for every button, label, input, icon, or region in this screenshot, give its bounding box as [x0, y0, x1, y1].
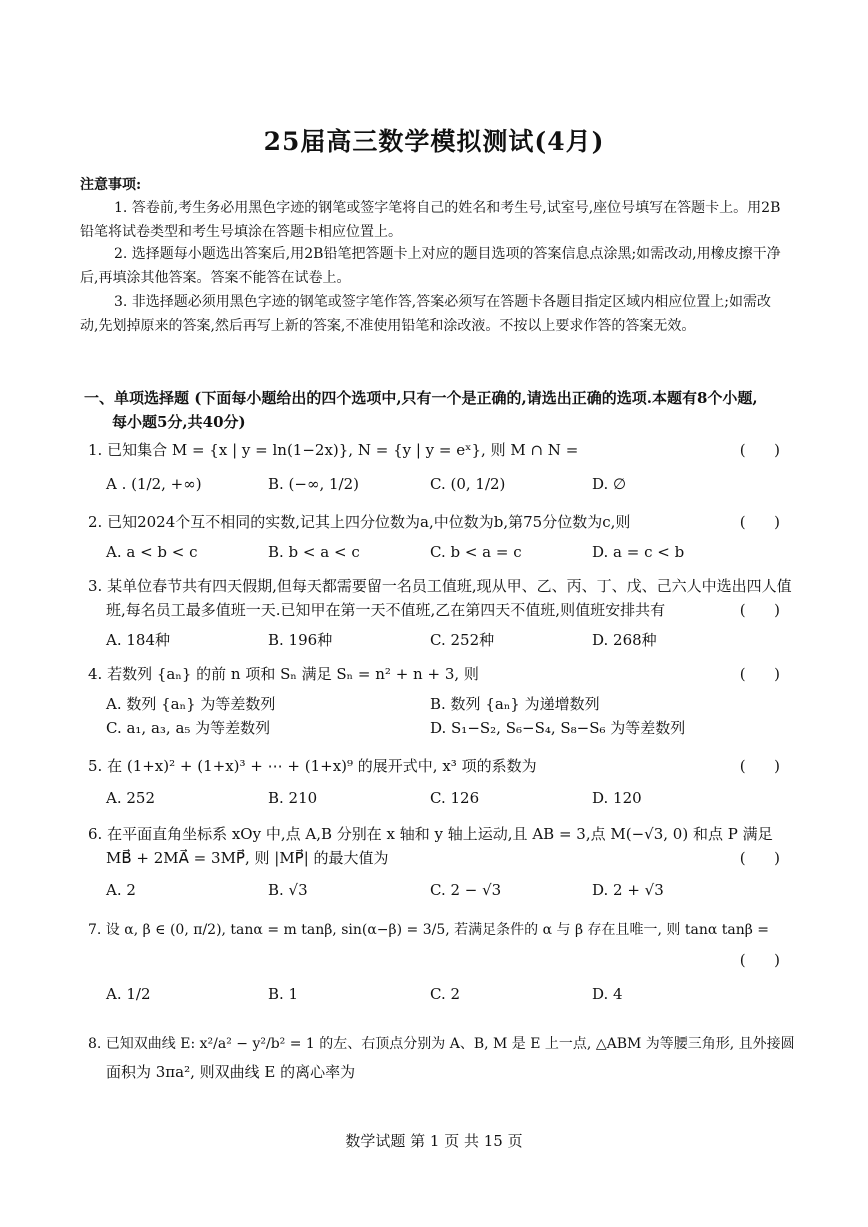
- notice-item-3: [80, 290, 784, 338]
- question-4-option-a: A. 数列 {aₙ} 为等差数列: [106, 695, 276, 713]
- question-5: [88, 754, 788, 807]
- question-4-option-c: C. a₁, a₃, a₅ 为等差数列: [106, 719, 271, 737]
- question-1-option-b: B. (−∞, 1/2): [268, 475, 360, 493]
- question-4-option-b: B. 数列 {aₙ} 为递增数列: [430, 695, 600, 713]
- question-2: [88, 510, 788, 561]
- notice-item-1: [80, 196, 784, 244]
- question-1-option-d: D. ∅: [592, 475, 627, 493]
- question-3-stem-line2: 班,每名员工最多值班一天.已知甲在第一天不值班,乙在第四天不值班,则值班安排共有: [106, 601, 666, 619]
- page-footer: 数学试题 第 1 页 共 15 页: [345, 1132, 523, 1150]
- notice-item-3-text: 3. 非选择题必须用黑色字迹的钢笔或签字笔作答,答案必须写在答题卡各题目指定区域内相应位置上;如需改动,先划掉原来的答案,然后再写上新的答案,不准使用铅笔和涂改液。不按以上要求作答的答案无效。: [80, 294, 771, 334]
- question-6-stem-line1: 6. 在平面直角坐标系 xOy 中,点 A,B 分别在 x 轴和 y 轴上运动,且 AB = 3,点 M(−√3, 0) 和点 P 满足: [88, 825, 773, 843]
- question-3-option-a: A. 184种: [106, 631, 170, 649]
- question-6-stem-line2: MB⃗ + 2MA⃗ = 3MP⃗, 则 |MP⃗| 的最大值为: [106, 849, 389, 867]
- question-7-option-d: D. 4: [592, 985, 623, 1003]
- question-8-stem-line1: 8. 已知双曲线 E: x²/a² − y²/b² = 1 的左、右顶点分别为 A、B, M 是 E 上一点, △ABM 为等腰三角形, 且外接圆: [88, 1036, 795, 1052]
- question-7-option-b: B. 1: [268, 985, 299, 1003]
- page-title: 25届高三数学模拟测试(4月): [263, 127, 605, 156]
- question-7-stem: 7. 设 α, β ∈ (0, π/2), tanα = m tanβ, sin(α−β) = 3/5, 若满足条件的 α 与 β 存在且唯一, 则 tanα tanβ =: [88, 922, 770, 938]
- question-6-option-b: B. √3: [268, 881, 308, 899]
- notice-item-2-text: 2. 选择题每小题选出答案后,用2B铅笔把答题卡上对应的题目选项的答案信息点涂黑;如需改动,用橡皮擦干净后,再填涂其他答案。答案不能答在试卷上。: [80, 246, 781, 286]
- question-7-option-a: A. 1/2: [106, 985, 151, 1003]
- question-4-stem: 4. 若数列 {aₙ} 的前 n 项和 Sₙ 满足 Sₙ = n² + n + 3, 则: [88, 665, 479, 683]
- question-3: [88, 574, 792, 649]
- question-8: [88, 1032, 795, 1084]
- question-5-option-c: C. 126: [430, 789, 480, 807]
- section-heading-line1: 一、单项选择题 (下面每小题给出的四个选项中,只有一个是正确的,请选出正确的选项.本题有8个小题,: [84, 389, 758, 407]
- answer-paren-5: ( ): [739, 757, 780, 775]
- question-6-option-a: A. 2: [106, 881, 136, 899]
- question-2-option-d: D. a = c < b: [592, 543, 685, 561]
- section-heading-line2: 每小题5分,共40分): [112, 413, 246, 431]
- question-4-option-d: D. S₁−S₂, S₆−S₄, S₈−S₆ 为等差数列: [430, 719, 686, 737]
- question-6: [88, 822, 788, 899]
- question-3-option-b: B. 196种: [268, 631, 333, 649]
- section-heading: [84, 386, 794, 434]
- question-2-option-c: C. b < a = c: [430, 543, 522, 561]
- question-6-option-d: D. 2 + √3: [592, 881, 664, 899]
- answer-paren-6: ( ): [739, 849, 780, 867]
- question-5-stem: 5. 在 (1+x)² + (1+x)³ + ⋯ + (1+x)⁹ 的展开式中, x³ 项的系数为: [88, 757, 537, 775]
- question-8-stem-line2: 面积为 3πa², 则双曲线 E 的离心率为: [106, 1063, 356, 1081]
- notice-item-2: [80, 242, 784, 290]
- question-4: [88, 662, 788, 737]
- question-5-option-b: B. 210: [268, 789, 318, 807]
- answer-paren-1: ( ): [739, 441, 780, 459]
- question-2-option-a: A. a < b < c: [106, 543, 198, 561]
- question-2-option-b: B. b < a < c: [268, 543, 360, 561]
- question-6-option-c: C. 2 − √3: [430, 881, 502, 899]
- question-5-option-d: D. 120: [592, 789, 642, 807]
- question-2-stem: 2. 已知2024个互不相同的实数,记其上四分位数为a,中位数为b,第75分位数为c,则: [88, 513, 631, 531]
- answer-paren-2: ( ): [739, 513, 780, 531]
- answer-paren-7: ( ): [739, 951, 780, 969]
- notice-item-1-text: 1. 答卷前,考生务必用黑色字迹的钢笔或签字笔将自己的姓名和考生号,试室号,座位号填写在答题卡上。用2B铅笔将试卷类型和考生号填涂在答题卡相应位置上。: [80, 200, 781, 240]
- question-3-option-d: D. 268种: [592, 631, 657, 649]
- question-5-option-a: A. 252: [106, 789, 155, 807]
- question-1-stem: 1. 已知集合 M = {x | y = ln(1−2x)}, N = {y | y = eˣ}, 则 M ∩ N =: [88, 441, 579, 459]
- notice-heading: 注意事项:: [80, 177, 142, 193]
- answer-paren-3: ( ): [739, 601, 780, 619]
- question-7-option-c: C. 2: [430, 985, 461, 1003]
- answer-paren-4: ( ): [739, 665, 780, 683]
- question-1: [88, 438, 788, 493]
- question-3-option-c: C. 252种: [430, 631, 495, 649]
- question-7: [88, 918, 788, 1003]
- question-1-option-a: A . (1/2, +∞): [106, 475, 202, 493]
- question-3-stem-line1: 3. 某单位春节共有四天假期,但每天都需要留一名员工值班,现从甲、乙、丙、丁、戊、己六人中选出四人值: [88, 577, 792, 595]
- question-1-option-c: C. (0, 1/2): [430, 475, 506, 493]
